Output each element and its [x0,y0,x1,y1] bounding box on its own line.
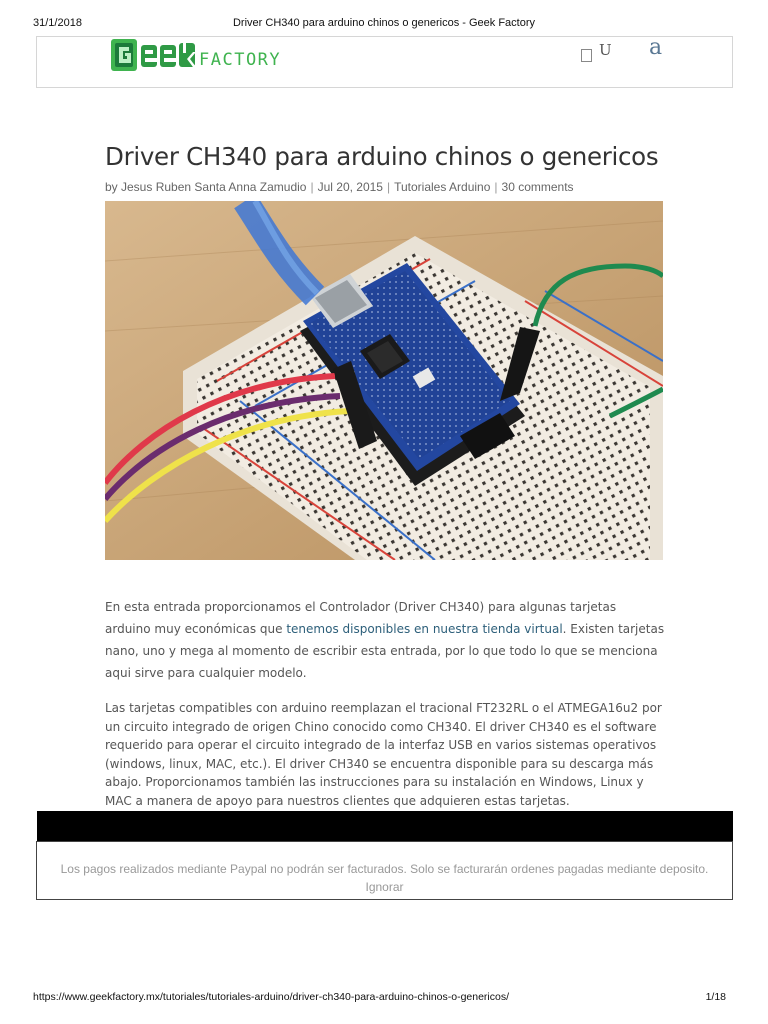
site-header [36,36,733,88]
a-icon[interactable]: a [649,35,663,60]
print-page-number: 1/18 [705,991,726,1003]
arduino-nano-breadboard-photo [105,201,663,560]
print-date: 31/1/2018 [33,17,82,29]
post-meta [105,180,574,194]
notice-text: Los pagos realizados mediante Paypal no podrán ser facturados. Solo se facturarán ordenes pagadas mediante deposito. [60,862,709,876]
geek-factory-logo[interactable] [109,37,323,73]
notice-bar [37,811,733,841]
description-paragraph: Las tarjetas compatibles con arduino reemplazan el tracional FT232RL o el ATMEGA16u2 por un circuito integrado de origen Chino conocido como CH340. El driver CH340 es el software requerido para operar el circuito integrado de la interfaz USB en varios sistemas operativos (windows, linux, MAC, etc.). El driver CH340 se encuentra disponible para su descarga más abajo. Proporcionamos también las instrucciones para su instalación en Windows, Linux y MAC a manera de apoyo para nuestros clientes que adquieren estas tarjetas. [105,701,662,808]
intro-paragraph [105,596,665,684]
post-category[interactable]: Tutoriales Arduino [394,180,491,194]
notice-box [36,841,733,900]
ignore-link[interactable]: Ignorar [365,880,404,894]
square-icon[interactable] [581,49,592,62]
svg-text:FACTORY: FACTORY [199,50,282,70]
print-document-title: Driver CH340 para arduino chinos o genericos - Geek Factory [232,17,536,29]
meta-separator: | [310,180,314,194]
intro-text-end: . Existen tarjetas nano, uno y mega al momento de escribir esta entrada, por lo que todo lo que se menciona aqui sirve para cualquier modelo. [105,622,665,680]
post-date: Jul 20, 2015 [317,180,383,194]
print-url: https://www.geekfactory.mx/tutoriales/tutoriales-arduino/driver-ch340-para-arduino-chinos-o-genericos/ [33,991,510,1003]
post-author[interactable]: by Jesus Ruben Santa Anna Zamudio [105,180,307,194]
meta-separator: | [386,180,391,194]
meta-separator: | [494,180,498,194]
post-title: Driver CH340 para arduino chinos o genericos [105,142,659,171]
intro-text-start: En esta entrada proporcionamos el Controlador (Driver CH340) para algunas tarjetas arduino muy económicas que [105,600,617,636]
post-comments[interactable]: 30 comments [501,180,574,194]
store-link[interactable]: tenemos disponibles en nuestra tienda virtual [286,622,563,636]
u-icon[interactable]: U [599,41,612,59]
